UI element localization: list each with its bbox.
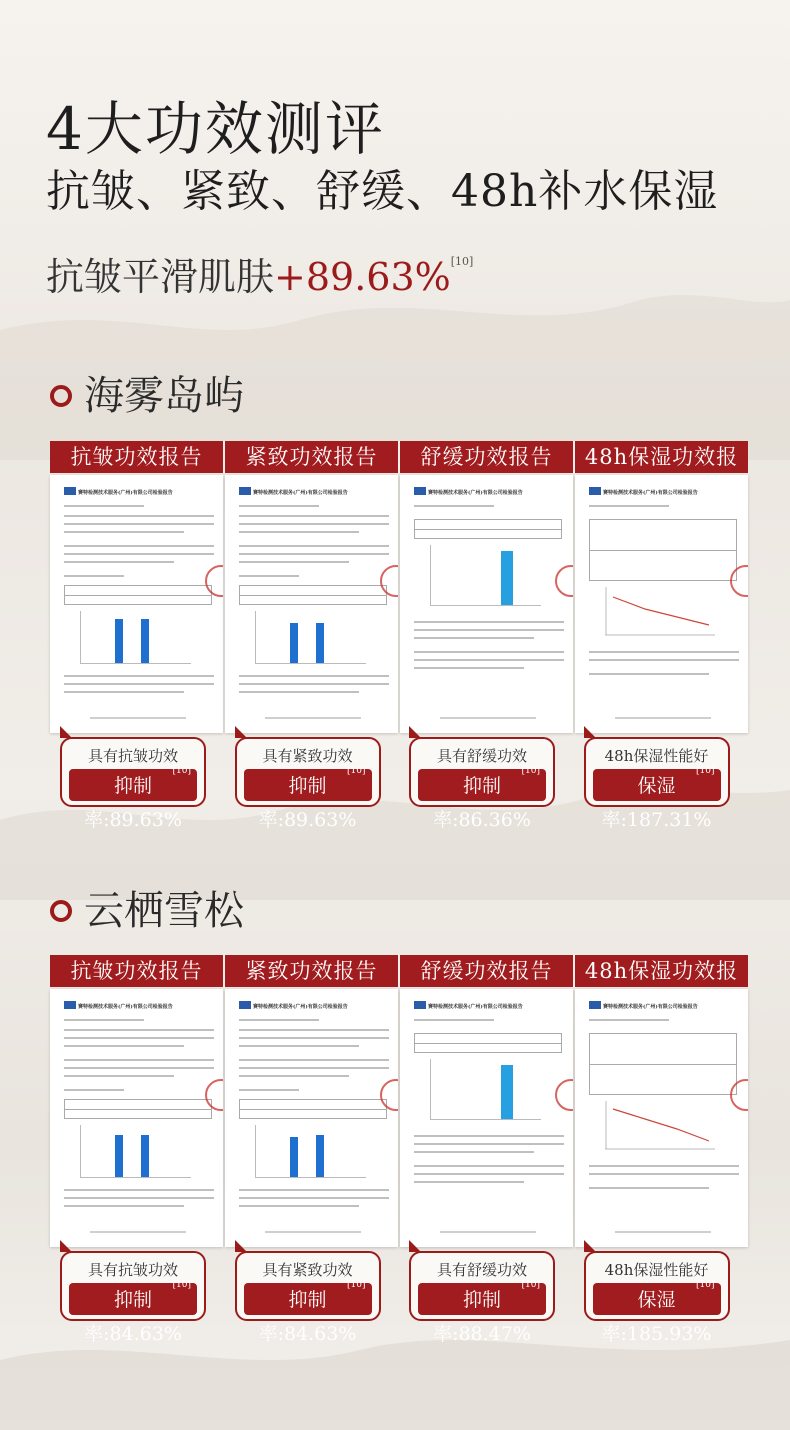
moisture-trend-chart — [605, 587, 715, 637]
report-document — [400, 475, 573, 733]
page-subtitle: 抗皱、紧致、舒缓、48h补水保湿 — [46, 166, 719, 217]
result-ref: [10] — [347, 1280, 366, 1290]
report-document — [400, 989, 573, 1247]
report-documents-1 — [50, 475, 748, 733]
ring-bullet-icon — [50, 385, 72, 407]
report-header: 赛特检测技术服务(广州)有限公司检验报告 — [428, 490, 523, 496]
result-bubbles-2 — [50, 1251, 748, 1345]
report-header: 赛特检测技术服务(广州)有限公司检验报告 — [253, 490, 348, 496]
result-value-text: 抑制率:89.63% — [258, 775, 357, 831]
lab-logo-icon — [64, 487, 76, 495]
result-value — [593, 1280, 721, 1345]
report-header: 赛特检测技术服务(广州)有限公司检验报告 — [78, 490, 173, 496]
claim-value: +89.63% — [274, 255, 451, 299]
result-ref: [10] — [521, 766, 540, 776]
result-value-text: 抑制率:84.63% — [258, 1289, 357, 1345]
result-ref: [10] — [521, 1280, 540, 1290]
result-value — [244, 766, 372, 831]
headline-claim — [46, 255, 474, 299]
result-value-text: 抑制率:88.47% — [433, 1289, 531, 1345]
result-value-text: 抑制率:86.36% — [433, 775, 531, 831]
lab-logo-icon — [239, 487, 251, 495]
section-title-2 — [50, 888, 244, 934]
tab-wrinkle-report: 抗皱功效报告 — [50, 955, 225, 987]
tab-moisture-report: 48h保湿功效报 — [575, 441, 748, 473]
ring-bullet-icon — [50, 900, 72, 922]
result-value — [418, 766, 546, 831]
result-label: 48h保湿性能好 — [604, 747, 709, 765]
lab-logo-icon — [414, 487, 426, 495]
report-document — [50, 989, 223, 1247]
result-label: 具有舒缓功效 — [436, 1261, 527, 1279]
page-title: 4大功效测评 — [46, 95, 385, 163]
report-tabs-1 — [50, 441, 748, 473]
report-tabs-2 — [50, 955, 748, 987]
report-document — [575, 989, 748, 1247]
result-bubble — [235, 1251, 381, 1345]
result-label: 具有抗皱功效 — [87, 747, 178, 765]
tab-soothing-report: 舒缓功效报告 — [400, 955, 575, 987]
report-header: 赛特检测技术服务(广州)有限公司检验报告 — [603, 490, 698, 496]
result-value-text: 保湿率:187.31% — [601, 775, 712, 831]
tab-moisture-report: 48h保湿功效报 — [575, 955, 748, 987]
result-ref: [10] — [696, 766, 715, 776]
result-bubble — [60, 737, 206, 831]
result-value-text: 抑制率:84.63% — [84, 1289, 182, 1345]
result-bubble — [584, 737, 730, 831]
result-value — [69, 1280, 197, 1345]
lab-logo-icon — [589, 487, 601, 495]
moisture-trend-chart — [605, 1101, 715, 1151]
report-document — [50, 475, 223, 733]
result-value-text: 保湿率:185.93% — [601, 1289, 712, 1345]
lab-logo-icon — [589, 1001, 601, 1009]
tab-firming-report: 紧致功效报告 — [225, 955, 400, 987]
tab-wrinkle-report: 抗皱功效报告 — [50, 441, 225, 473]
result-value — [244, 1280, 372, 1345]
report-header: 赛特检测技术服务(广州)有限公司检验报告 — [78, 1004, 173, 1010]
lab-logo-icon — [414, 1001, 426, 1009]
result-ref: [10] — [347, 766, 366, 776]
tab-firming-report: 紧致功效报告 — [225, 441, 400, 473]
result-ref: [10] — [172, 766, 191, 776]
section-name: 海雾岛屿 — [84, 373, 244, 419]
result-ref: [10] — [172, 1280, 191, 1290]
claim-text: 抗皱平滑肌肤 — [46, 255, 275, 299]
seal-stamp-icon — [730, 1079, 748, 1111]
lab-logo-icon — [239, 1001, 251, 1009]
tab-soothing-report: 舒缓功效报告 — [400, 441, 575, 473]
result-value — [418, 1280, 546, 1345]
result-label: 具有紧致功效 — [262, 747, 353, 765]
report-header: 赛特检测技术服务(广州)有限公司检验报告 — [603, 1004, 698, 1010]
report-document — [225, 989, 398, 1247]
seal-stamp-icon — [555, 565, 573, 597]
lab-logo-icon — [64, 1001, 76, 1009]
result-bubbles-1 — [50, 737, 748, 831]
section-name: 云栖雪松 — [84, 888, 244, 934]
section-title-1 — [50, 373, 244, 419]
result-bubble — [409, 1251, 555, 1345]
result-bubble — [235, 737, 381, 831]
result-label: 48h保湿性能好 — [604, 1261, 709, 1279]
result-value — [593, 766, 721, 831]
report-header: 赛特检测技术服务(广州)有限公司检验报告 — [428, 1004, 523, 1010]
report-document — [575, 475, 748, 733]
result-bubble — [409, 737, 555, 831]
result-bubble — [60, 1251, 206, 1345]
result-label: 具有抗皱功效 — [87, 1261, 178, 1279]
seal-stamp-icon — [730, 565, 748, 597]
report-header: 赛特检测技术服务(广州)有限公司检验报告 — [253, 1004, 348, 1010]
result-label: 具有紧致功效 — [262, 1261, 353, 1279]
result-value — [69, 766, 197, 831]
result-ref: [10] — [696, 1280, 715, 1290]
seal-stamp-icon — [555, 1079, 573, 1111]
claim-ref: [10] — [450, 255, 474, 268]
report-document — [225, 475, 398, 733]
report-documents-2 — [50, 989, 748, 1247]
result-bubble — [584, 1251, 730, 1345]
result-value-text: 抑制率:89.63% — [84, 775, 182, 831]
result-label: 具有舒缓功效 — [436, 747, 527, 765]
